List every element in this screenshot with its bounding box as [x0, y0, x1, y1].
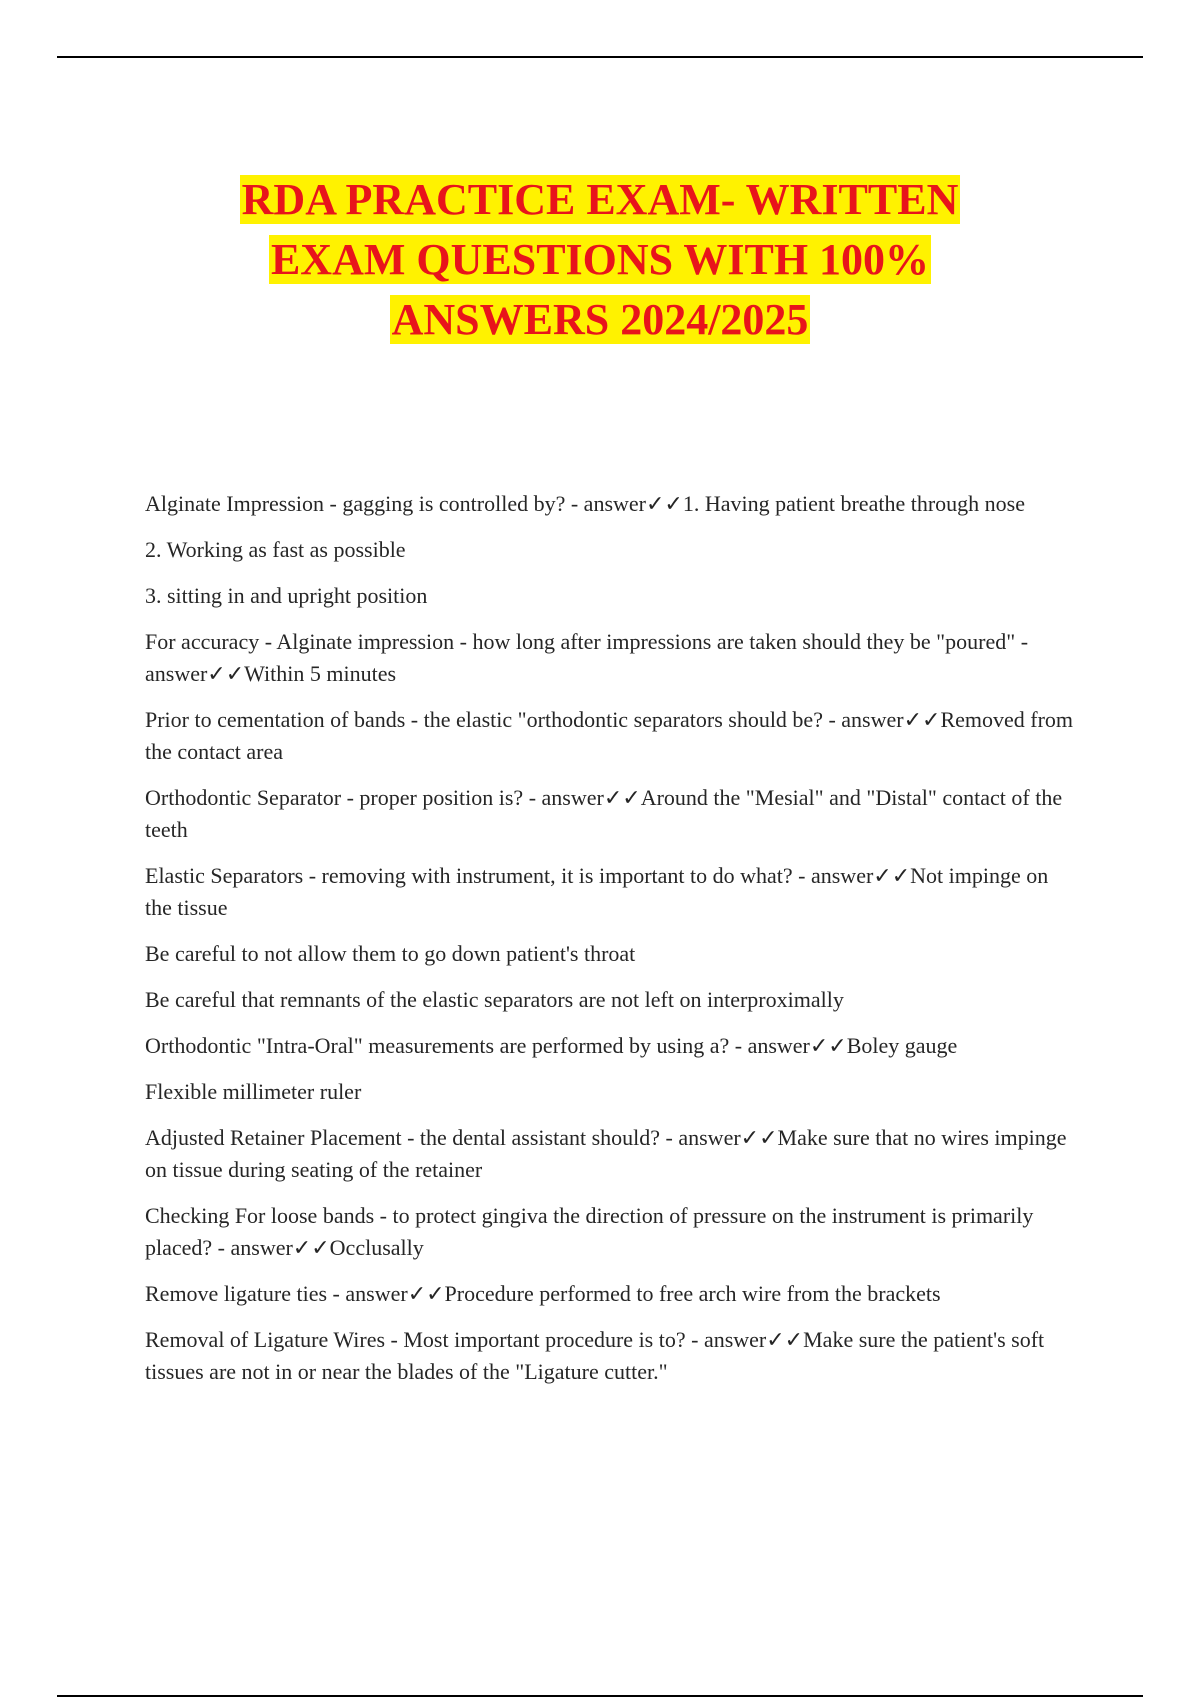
header-rule	[57, 56, 1143, 58]
paragraph: Checking For loose bands - to protect gingiva the direction of pressure on the instrument is primarily placed? - answer✓✓Occlusally	[145, 1203, 1034, 1260]
paragraph: Flexible millimeter ruler	[145, 1079, 362, 1104]
paragraph: Be careful that remnants of the elastic separators are not left on interproximally	[145, 987, 844, 1012]
title-line-1: RDA PRACTICE EXAM- WRITTEN	[241, 175, 959, 224]
paragraph: Orthodontic Separator - proper position is? - answer✓✓Around the "Mesial" and "Distal" contact of the teeth	[145, 785, 1063, 842]
title-line-3: ANSWERS 2024/2025	[391, 295, 809, 344]
paragraph: Prior to cementation of bands - the elastic "orthodontic separators should be? - answer✓✓Removed from the contact area	[145, 707, 1074, 764]
paragraph: Orthodontic "Intra-Oral" measurements are performed by using a? - answer✓✓Boley gauge	[145, 1033, 958, 1058]
paragraph: Elastic Separators - removing with instrument, it is important to do what? - answer✓✓Not impinge on the tissue	[145, 863, 1049, 920]
paragraph: Adjusted Retainer Placement - the dental assistant should? - answer✓✓Make sure that no wires impinge on tissue during seating of the retainer	[145, 1125, 1067, 1182]
paragraph: For accuracy - Alginate impression - how long after impressions are taken should they be "poured" - answer✓✓Within 5 minutes	[145, 629, 1029, 686]
paragraph: Removal of Ligature Wires - Most important procedure is to? - answer✓✓Make sure the patient's soft tissues are not in or near the blades of the "Ligature cutter."	[145, 1327, 1045, 1384]
paragraph: 3. sitting in and upright position	[145, 583, 428, 608]
document-body	[145, 488, 1075, 1402]
paragraph: Alginate Impression - gagging is controlled by? - answer✓✓1. Having patient breathe through nose	[145, 491, 1025, 516]
footer-rule	[57, 1695, 1143, 1697]
paragraph: 2. Working as fast as possible	[145, 537, 406, 562]
document-title	[100, 170, 1100, 350]
paragraph: Remove ligature ties - answer✓✓Procedure performed to free arch wire from the brackets	[145, 1281, 941, 1306]
title-line-2: EXAM QUESTIONS WITH 100%	[270, 235, 930, 284]
paragraph: Be careful to not allow them to go down patient's throat	[145, 941, 636, 966]
